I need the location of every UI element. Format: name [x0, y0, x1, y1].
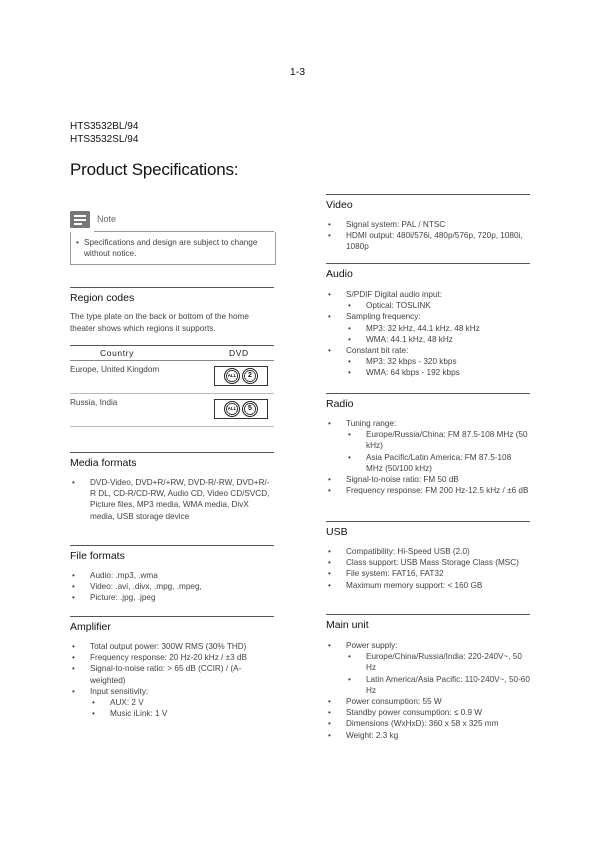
- model-number: HTS3532SL/94: [70, 134, 139, 145]
- dvd-disc-icon: [224, 401, 240, 417]
- dvd-disc-icon: [242, 401, 258, 417]
- page-title: Product Specifications:: [70, 160, 239, 179]
- table-cell-country: Europe, United Kingdom: [70, 365, 160, 374]
- model-number: HTS3532BL/94: [70, 121, 139, 132]
- usb-heading: USB: [326, 526, 348, 538]
- sub-list: [346, 429, 530, 474]
- sub-list-item: • MP3: 32 kHz, 44.1 kHz, 48 kHz: [346, 323, 530, 334]
- note-item: • Specifications and design are subject to change without notice.: [74, 237, 270, 259]
- sub-list-item: • AUX: 2 V: [90, 697, 274, 708]
- sub-list-item: • WMA: 64 kbps - 192 kbps: [346, 367, 530, 378]
- amplifier-heading: Amplifier: [70, 621, 111, 633]
- list-item-label: Power supply:: [346, 641, 398, 650]
- list-item-label: Tuning range:: [346, 419, 397, 428]
- list-item: • Compatibility: Hi-Speed USB (2.0): [326, 546, 530, 557]
- sub-list: [90, 697, 274, 719]
- dvd-region-badge: [214, 366, 268, 386]
- audio-heading: Audio: [326, 268, 353, 280]
- list-item: • Total output power: 300W RMS (30% THD): [70, 641, 274, 652]
- sub-list-item: • Latin America/Asia Pacific: 110-240V~, 50-60 Hz: [346, 674, 530, 696]
- list-item: • Frequency response: FM 200 Hz-12.5 kHz / ±6 dB: [326, 485, 530, 496]
- sub-list-item: • Europe/Russia/China: FM 87.5-108 MHz (50 kHz): [346, 429, 530, 451]
- section-rule: [326, 194, 530, 195]
- region-code-label: ALL: [227, 371, 237, 381]
- region-codes-heading: Region codes: [70, 292, 135, 304]
- section-rule: [70, 545, 274, 546]
- video-list: [326, 219, 530, 253]
- amplifier-list: [70, 641, 274, 719]
- list-item: • HDMI output: 480i/576i, 480p/576p, 720p, 1080i, 1080p: [326, 230, 530, 252]
- sub-list: [346, 323, 530, 345]
- dvd-region-badge: [214, 399, 268, 419]
- list-item: [326, 640, 530, 696]
- table-header-country: Country: [100, 348, 134, 358]
- list-item: • Standby power consumption: ≤ 0.9 W: [326, 707, 530, 718]
- list-item: • Picture: .jpg, .jpeg: [70, 592, 274, 603]
- region-code-label: 2: [245, 371, 255, 381]
- region-code-label: ALL: [227, 404, 237, 414]
- list-item: [326, 311, 530, 345]
- radio-heading: Radio: [326, 398, 354, 410]
- list-item: • Signal system: PAL / NTSC: [326, 219, 530, 230]
- file-formats-heading: File formats: [70, 550, 125, 562]
- list-item: [326, 345, 530, 379]
- list-item: • Signal-to-noise ratio: > 65 dB (CCIR) / (A-weighted): [70, 663, 274, 685]
- list-item: • DVD-Video, DVD+R/+RW, DVD-R/-RW, DVD+R/-R DL, CD-R/CD-RW, Audio CD, Video CD/SVCD, Picture files, MP3 media, WMA media, DivX media, USB storage device: [70, 477, 274, 522]
- page-number: 1-3: [289, 66, 306, 78]
- main-unit-heading: Main unit: [326, 619, 369, 631]
- list-item: • Power consumption: 55 W: [326, 696, 530, 707]
- note-list: [74, 237, 270, 259]
- list-item: • Dimensions (WxHxD): 360 x 58 x 325 mm: [326, 718, 530, 729]
- list-item: • File system: FAT16, FAT32: [326, 568, 530, 579]
- video-heading: Video: [326, 199, 353, 211]
- section-rule: [326, 263, 530, 264]
- sub-list: [346, 651, 530, 696]
- list-item-label: Input sensitivity:: [90, 686, 149, 696]
- dvd-disc-icon: [224, 368, 240, 384]
- section-rule: [326, 521, 530, 522]
- sub-list-item: • Music iLink: 1 V: [90, 708, 274, 719]
- list-item: [326, 418, 530, 474]
- table-header-dvd: DVD: [229, 348, 249, 358]
- section-rule: [70, 616, 274, 617]
- sub-list-item: • WMA: 44.1 kHz, 48 kHz: [346, 334, 530, 345]
- list-item: • Signal-to-noise ratio: FM 50 dB: [326, 474, 530, 485]
- list-item-label: Constant bit rate:: [346, 346, 409, 356]
- sub-list: [346, 356, 530, 378]
- list-item-label: Sampling frequency:: [346, 312, 421, 322]
- media-formats-heading: Media formats: [70, 457, 137, 469]
- section-rule: [326, 614, 530, 615]
- list-item: • Class support: USB Mass Storage Class (MSC): [326, 557, 530, 568]
- note-icon: [70, 211, 90, 228]
- section-rule: [70, 452, 274, 453]
- note-label: Note: [97, 214, 117, 224]
- sub-list-item: • Asia Pacific/Latin America: FM 87.5-108 MHz (50/100 kHz): [346, 452, 530, 474]
- section-rule: [326, 393, 530, 394]
- list-item: • Frequency response: 20 Hz-20 kHz / ±3 dB: [70, 652, 274, 663]
- region-codes-intro: The type plate on the back or bottom of the home theater shows which regions it supports.: [70, 312, 249, 333]
- sub-list-item: • Europe/China/Russia/India: 220-240V~, 50 Hz: [346, 651, 530, 673]
- table-bottom-rule: [70, 426, 274, 427]
- section-rule: [70, 287, 274, 288]
- sub-list-item: • Optical: TOSLINK: [346, 300, 530, 311]
- sub-list-item: • MP3: 32 kbps - 320 kbps: [346, 356, 530, 367]
- audio-list: [326, 289, 530, 379]
- table-row-rule: [70, 393, 274, 394]
- list-item: [70, 686, 274, 720]
- radio-list: [326, 418, 530, 496]
- list-item-label: S/PDIF Digital audio input:: [346, 290, 443, 299]
- table-top-rule: [70, 345, 274, 346]
- region-code-label: 5: [245, 404, 255, 414]
- dvd-disc-icon: [242, 368, 258, 384]
- list-item: • Maximum memory support: < 160 GB: [326, 580, 530, 591]
- table-cell-country: Russia, India: [70, 398, 118, 407]
- main-unit-list: [326, 640, 530, 741]
- list-item: • Video: .avi, .divx, .mpg, .mpeg,: [70, 581, 274, 592]
- table-header-rule: [70, 360, 274, 361]
- media-formats-list: [70, 477, 274, 522]
- file-formats-list: [70, 570, 274, 604]
- list-item: • Weight: 2.3 kg: [326, 730, 530, 741]
- usb-list: [326, 546, 530, 591]
- list-item: [326, 289, 530, 311]
- list-item: • Audio: .mp3, .wma: [70, 570, 274, 581]
- sub-list: [346, 300, 530, 311]
